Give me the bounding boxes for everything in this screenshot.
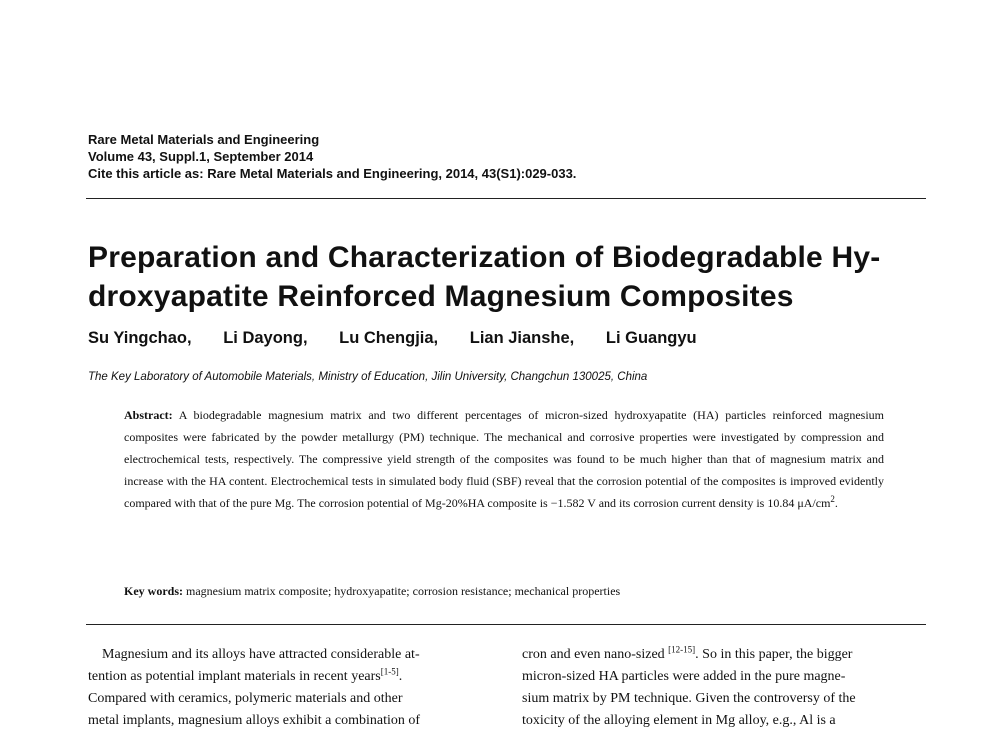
body-column-left: [88, 644, 488, 732]
author: Lian Jianshe,: [469, 329, 575, 347]
journal-header: [88, 131, 576, 182]
body-line: sium matrix by PM technique. Given the controversy of the: [522, 691, 856, 706]
header-divider: [86, 198, 926, 199]
body-line: micron-sized HA particles were added in the pure magne-: [522, 669, 846, 684]
abstract-text: A biodegradable magnesium matrix and two different percentages of micron-sized hydroxyapatite (HA) particles reinforced magnesium composites were fabricated by the powder metallurgy (PM) technique. The mechanical and corrosive properties were investigated by compression and electrochemical tests, respectively. The compressive yield strength of the composites was found to be much higher than that of magnesium matrix and increase with the HA content. Electrochemical tests in simulated body fluid (SBF) reveal that the corrosion potential of the composites is improved evidently compared with that of the pure Mg. The corrosion potential of Mg-20%HA composite is −1.582 V and its corrosion current density is 10.84: [124, 408, 884, 510]
keywords-label: Key words:: [124, 584, 183, 598]
body-line: toxicity of the alloying element in Mg alloy, e.g., Al is a: [522, 713, 836, 728]
title-line-2: droxyapatite Reinforced Magnesium Composites: [88, 280, 794, 313]
author-list: [88, 329, 724, 348]
body-line: metal implants, magnesium alloys exhibit a combination of: [88, 713, 421, 728]
paper-title: [88, 238, 928, 316]
author: Lu Chengjia,: [339, 329, 439, 347]
abstract: [124, 404, 884, 514]
body-column-right: [522, 644, 922, 732]
journal-name: Rare Metal Materials and Engineering: [88, 132, 320, 147]
author: Li Dayong,: [223, 329, 308, 347]
abstract-unit: $\mu A/cm^2$.: [797, 494, 838, 510]
title-line-1: Preparation and Characterization of Biodegradable Hy-: [88, 241, 881, 274]
abstract-label: Abstract:: [124, 408, 173, 422]
citation-line: Cite this article as: Rare Metal Materials and Engineering, 2014, 43(S1):029-033.: [88, 166, 577, 181]
abstract-divider: [86, 624, 926, 625]
affiliation: The Key Laboratory of Automobile Materials, Ministry of Education, Jilin University, Changchun 130025, China: [88, 371, 648, 383]
keywords: [124, 584, 884, 599]
body-line: cron and even nano-sized [12-15]. So in this paper, the bigger: [522, 644, 853, 662]
body-line: Compared with ceramics, polymeric materials and other: [88, 691, 403, 706]
keywords-text: magnesium matrix composite; hydroxyapatite; corrosion resistance; mechanical properties: [186, 584, 621, 598]
body-line: tention as potential implant materials in recent years[1-5].: [88, 666, 403, 684]
journal-issue: Volume 43, Suppl.1, September 2014: [88, 149, 314, 164]
body-line: Magnesium and its alloys have attracted considerable at-: [102, 647, 420, 662]
author: Li Guangyu: [605, 329, 697, 347]
citation-ref[interactable]: [12-15]: [668, 644, 696, 655]
citation-ref[interactable]: [1-5]: [380, 666, 399, 677]
author: Su Yingchao,: [88, 329, 192, 347]
